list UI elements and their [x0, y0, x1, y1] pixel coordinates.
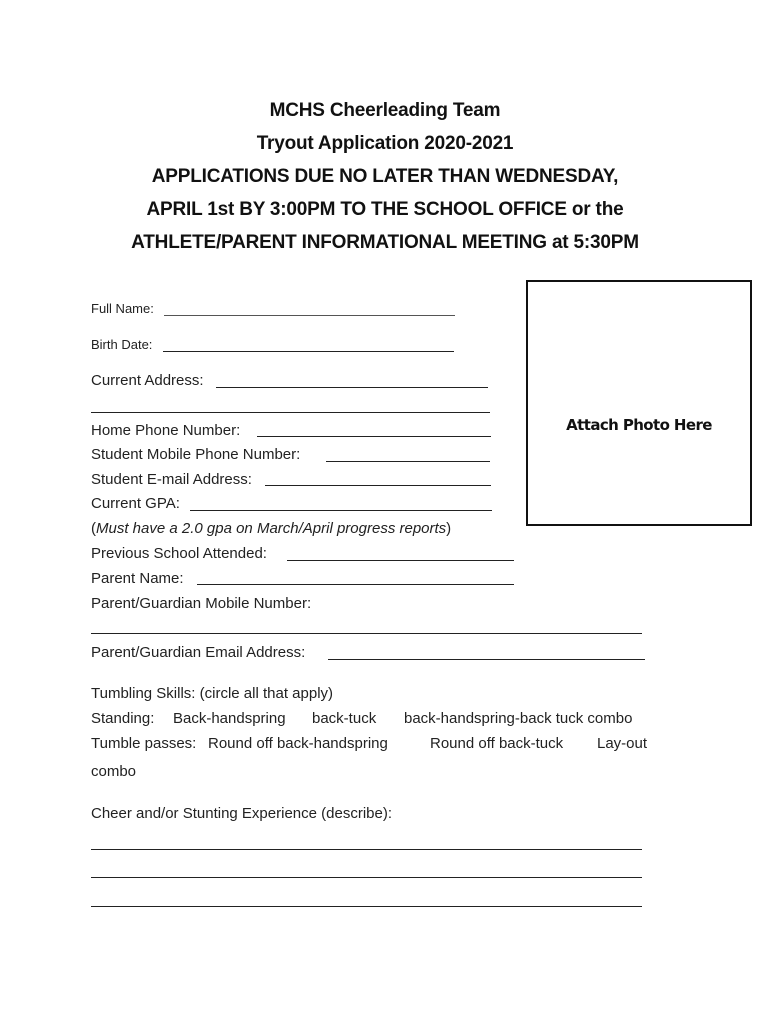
experience-label: Cheer and/or Stunting Experience (describe):	[91, 805, 392, 822]
parent-email-blank[interactable]	[328, 659, 645, 660]
full-name-label: Full Name:	[91, 301, 154, 316]
deadline-line-1: APPLICATIONS DUE NO LATER THAN WEDNESDAY,	[151, 166, 619, 187]
parent-name-blank[interactable]	[197, 584, 514, 585]
tumbling-skills-heading: Tumbling Skills: (circle all that apply)	[91, 685, 334, 702]
gpa-requirement-note	[91, 520, 451, 537]
deadline-line-3: ATHLETE/PARENT INFORMATIONAL MEETING at 5:30PM	[131, 232, 639, 253]
current-address-blank-2[interactable]	[91, 412, 490, 413]
pass-option-round-off-back-handspring[interactable]: Round off back-handspring	[208, 735, 388, 752]
pass-option-round-off-back-tuck[interactable]: Round off back-tuck	[430, 735, 564, 752]
student-email-blank[interactable]	[265, 485, 491, 486]
previous-school-blank[interactable]	[287, 560, 514, 561]
parent-mobile-blank[interactable]	[91, 633, 642, 634]
photo-attachment-box	[526, 280, 752, 526]
pass-option-layout[interactable]: Lay-out	[597, 735, 648, 752]
home-phone-blank[interactable]	[257, 436, 491, 437]
current-gpa-label: Current GPA:	[91, 495, 180, 512]
gpa-note-text: Must have a 2.0 gpa on March/April progress reports	[96, 520, 447, 537]
experience-blank-3[interactable]	[91, 906, 642, 907]
current-address-blank[interactable]	[216, 387, 488, 388]
current-address-label: Current Address:	[91, 372, 204, 389]
current-gpa-blank[interactable]	[190, 510, 492, 511]
team-title: MCHS Cheerleading Team	[269, 100, 501, 121]
standing-option-back-handspring[interactable]: Back-handspring	[173, 710, 286, 727]
deadline-line-2: APRIL 1st BY 3:00PM TO THE SCHOOL OFFICE or the	[146, 199, 624, 220]
student-mobile-blank[interactable]	[326, 461, 490, 462]
parent-mobile-label: Parent/Guardian Mobile Number:	[91, 595, 312, 612]
previous-school-label: Previous School Attended:	[91, 545, 267, 562]
gpa-note-close-paren: )	[446, 520, 452, 537]
student-mobile-label: Student Mobile Phone Number:	[91, 446, 301, 463]
experience-blank-2[interactable]	[91, 877, 642, 878]
standing-label: Standing:	[91, 710, 155, 727]
home-phone-label: Home Phone Number:	[91, 422, 241, 439]
student-email-label: Student E-mail Address:	[91, 471, 252, 488]
tumble-passes-label: Tumble passes:	[91, 735, 197, 752]
birth-date-blank[interactable]	[163, 351, 454, 352]
experience-blank-1[interactable]	[91, 849, 642, 850]
gpa-note-open-paren: (	[91, 520, 96, 537]
birth-date-label: Birth Date:	[91, 337, 153, 352]
full-name-blank[interactable]	[164, 315, 455, 316]
pass-option-layout-combo[interactable]: combo	[91, 763, 137, 780]
standing-option-back-tuck[interactable]: back-tuck	[312, 710, 377, 727]
application-title: Tryout Application 2020-2021	[256, 133, 514, 154]
standing-option-combo[interactable]: back-handspring-back tuck combo	[404, 710, 633, 727]
application-header	[0, 94, 770, 259]
parent-email-label: Parent/Guardian Email Address:	[91, 644, 306, 661]
photo-label: Attach Photo Here	[566, 416, 712, 434]
parent-name-label: Parent Name:	[91, 570, 184, 587]
